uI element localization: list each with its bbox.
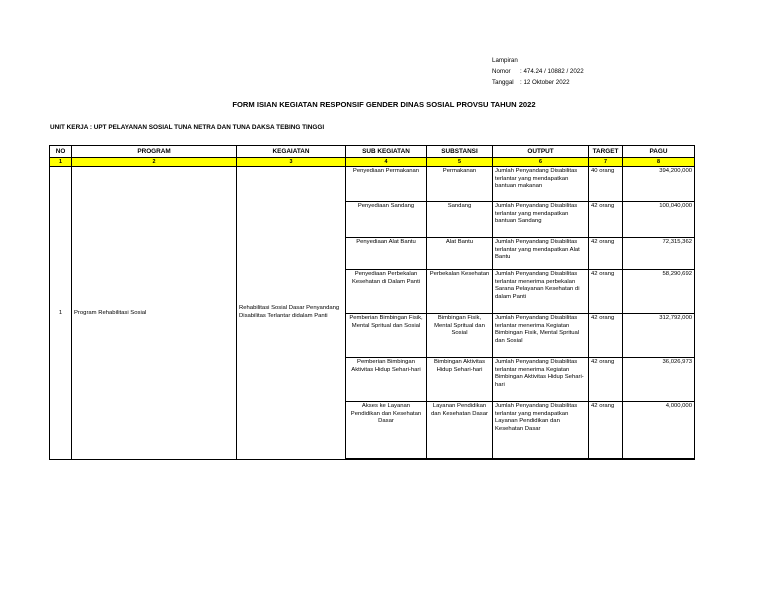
sub-kegiatan-cell: Penyediaan Permakanan xyxy=(346,167,427,202)
document-title: FORM ISIAN KEGIATAN RESPONSIF GENDER DINAS SOSIAL PROVSU TAHUN 2022 xyxy=(232,100,536,109)
output-cell: Jumlah Penyandang Disabilitas terlantar menerima Kegiatan Bimbingan Aktivitas Hidup Sehari-hari xyxy=(493,358,589,402)
header-target: TARGET xyxy=(589,146,623,158)
empty-cell xyxy=(589,459,623,460)
target-cell: 42 orang xyxy=(589,238,623,270)
tanggal-label: Tanggal xyxy=(492,79,514,86)
row-no: 1 xyxy=(50,167,72,460)
column-number: 5 xyxy=(427,158,493,167)
substansi-cell: Alat Bantu xyxy=(427,238,493,270)
sub-kegiatan-cell: Penyediaan Sandang xyxy=(346,202,427,238)
substansi-cell: Bimbingan Aktivitas Hidup Sehari-hari xyxy=(427,358,493,402)
target-cell: 42 orang xyxy=(589,202,623,238)
output-cell: Jumlah Penyandang Disabilitas terlantar yang mendapatkan bantuan makanan xyxy=(493,167,589,202)
column-number: 6 xyxy=(493,158,589,167)
sub-kegiatan-cell: Penyediaan Perbekalan Kesehatan di Dalam Panti xyxy=(346,270,427,314)
tanggal-value: : 12 Oktober 2022 xyxy=(520,79,570,86)
tanggal-row xyxy=(492,77,584,88)
program-cell: Program Rehabilitasi Sosial xyxy=(72,167,237,460)
target-cell: 42 orang xyxy=(589,314,623,358)
header-row xyxy=(50,146,695,158)
empty-cell xyxy=(427,459,493,460)
header-program: PROGRAM xyxy=(72,146,237,158)
lampiran-block xyxy=(492,55,584,88)
kegiatan-cell: Rehabilitasi Sosial Dasar Penyandang Disabilitas Terlantar didalam Panti xyxy=(237,167,346,460)
table-row xyxy=(50,167,695,202)
sub-kegiatan-cell: Akses ke Layanan Pendidikan dan Kesehatan Dasar xyxy=(346,402,427,459)
header-output: OUTPUT xyxy=(493,146,589,158)
pagu-cell: 58,290,692 xyxy=(623,270,695,314)
column-number: 1 xyxy=(50,158,72,167)
header-pagu: PAGU xyxy=(623,146,695,158)
output-cell: Jumlah Penyandang Disabilitas terlantar menerima perbekalan Sarana Pelayanan Kesehatan di dalam Panti xyxy=(493,270,589,314)
pagu-cell: 394,200,000 xyxy=(623,167,695,202)
column-number: 4 xyxy=(346,158,427,167)
substansi-cell: Layanan Pendidikan dan Kesehatan Dasar xyxy=(427,402,493,459)
unit-kerja: UNIT KERJA : UPT PELAYANAN SOSIAL TUNA NETRA DAN TUNA DAKSA TEBING TINGGI xyxy=(50,124,325,131)
column-number: 2 xyxy=(72,158,237,167)
header-kegiatan: KEGAIATAN xyxy=(237,146,346,158)
target-cell: 40 orang xyxy=(589,167,623,202)
header-substansi: SUBSTANSI xyxy=(427,146,493,158)
output-cell: Jumlah Penyandang Disabilitas terlantar yang mendapatkan Layanan Pendidikan dan Kesehatan Dasar xyxy=(493,402,589,459)
empty-cell xyxy=(346,459,427,460)
output-cell: Jumlah Penyandang Disabilitas terlantar yang mendapatkan Alat Bantu xyxy=(493,238,589,270)
pagu-cell: 72,315,362 xyxy=(623,238,695,270)
header-sub-kegiatan: SUB KEGIATAN xyxy=(346,146,427,158)
empty-cell xyxy=(623,459,695,460)
sub-kegiatan-cell: Penyediaan Alat Bantu xyxy=(346,238,427,270)
sub-kegiatan-cell: Pemberian Bimbingan Aktivitas Hidup Sehari-hari xyxy=(346,358,427,402)
column-number-row xyxy=(50,158,695,167)
empty-cell xyxy=(493,459,589,460)
target-cell: 42 orang xyxy=(589,402,623,459)
nomor-label: Nomor xyxy=(492,68,511,75)
output-cell: Jumlah Penyandang Disabilitas terlantar menerima Kegiatan Bimbingan Fisik, Mental Spritual dan Sosial xyxy=(493,314,589,358)
column-number: 7 xyxy=(589,158,623,167)
kegiatan-table xyxy=(49,145,695,460)
substansi-cell: Sandang xyxy=(427,202,493,238)
lampiran-label: Lampiran xyxy=(492,57,518,64)
column-number: 3 xyxy=(237,158,346,167)
column-number: 8 xyxy=(623,158,695,167)
lampiran-row xyxy=(492,55,584,66)
nomor-value: : 474.24 / 10882 / 2022 xyxy=(520,68,584,75)
pagu-cell: 4,000,000 xyxy=(623,402,695,459)
substansi-cell: Bimbingan Fisik, Mental Spritual dan Sosial xyxy=(427,314,493,358)
sub-kegiatan-cell: Pemberian Bimbingan Fisik, Mental Spritual dan Sosial xyxy=(346,314,427,358)
output-cell: Jumlah Penyandang Disabilitas terlantar yang mendapatkan bantuan Sandang xyxy=(493,202,589,238)
nomor-row xyxy=(492,66,584,77)
pagu-cell: 36,026,973 xyxy=(623,358,695,402)
substansi-cell: Permakanan xyxy=(427,167,493,202)
header-no: NO xyxy=(50,146,72,158)
target-cell: 42 orang xyxy=(589,270,623,314)
pagu-cell: 312,792,000 xyxy=(623,314,695,358)
substansi-cell: Perbekalan Kesehatan xyxy=(427,270,493,314)
target-cell: 42 orang xyxy=(589,358,623,402)
pagu-cell: 100,040,000 xyxy=(623,202,695,238)
